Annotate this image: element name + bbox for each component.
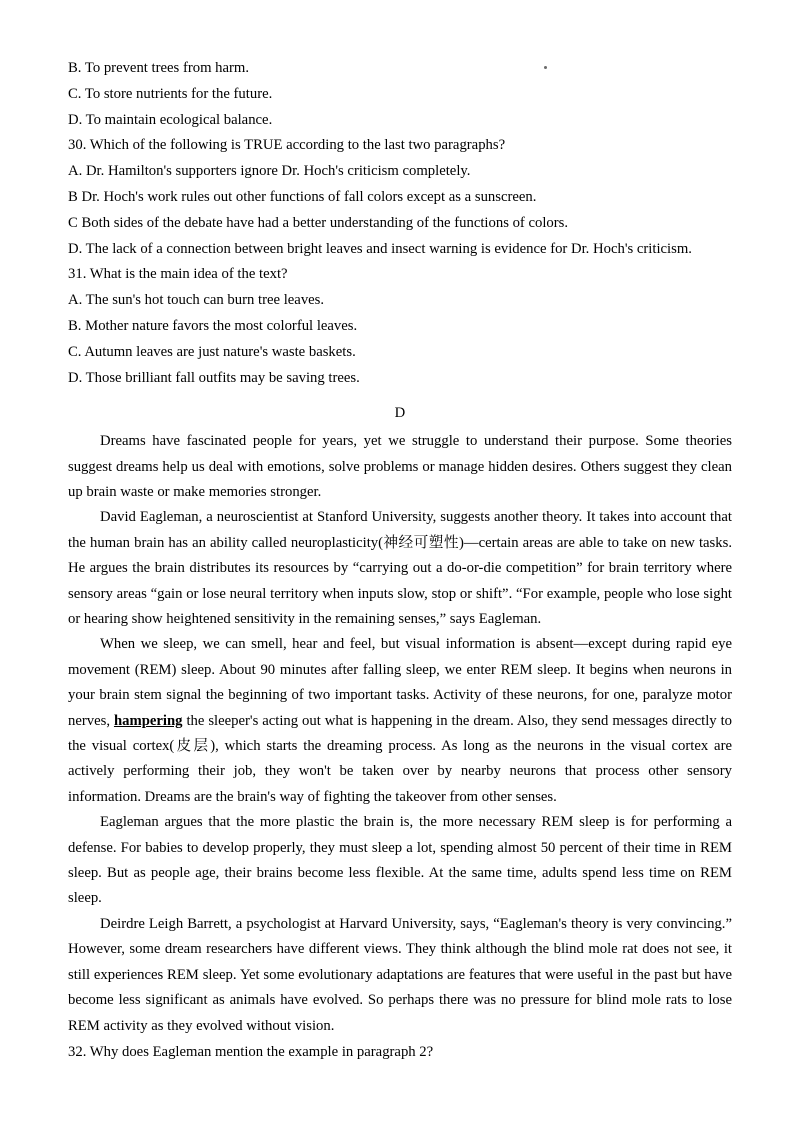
passage-paragraph-5: Deirdre Leigh Barrett, a psychologist at Harvard University, says, “Eagleman's theory is very convincing.” However, some dream researchers have different views. They think although the blind mole rat does not see, it still experiences REM sleep. Yet some evolutionary adaptations are features that were useful in the past but have become less significant as animals have evolved. So perhaps there was no pressure for blind mole rats to lose REM activity as they evolved without vision.: [68, 915, 732, 1034]
document-body: [68, 56, 732, 1066]
question-stem: 30. Which of the following is TRUE according to the last two paragraphs?: [68, 137, 506, 154]
question-option: A. The sun's hot touch can burn tree leaves.: [68, 292, 325, 309]
question-option: C Both sides of the debate have had a better understanding of the functions of colors.: [68, 214, 569, 231]
question-option: D. Those brilliant fall outfits may be saving trees.: [68, 369, 360, 386]
underlined-word: hampering: [113, 712, 183, 729]
section-label: D: [394, 405, 406, 422]
question-option: B. To prevent trees from harm.: [68, 60, 250, 76]
question-stem-32: 32. Why does Eagleman mention the example in paragraph 2?: [68, 1043, 434, 1060]
passage-paragraph-1: Dreams have fascinated people for years, yet we struggle to understand their purpose. Some theories suggest dreams help us deal with emotions, solve problems or manage hidden desires. Others suggest they clean up brain waste or make memories stronger.: [68, 433, 732, 500]
question-option: B Dr. Hoch's work rules out other functions of fall colors except as a sunscreen.: [68, 188, 537, 205]
question-stem: 31. What is the main idea of the text?: [68, 266, 288, 283]
passage-paragraph-3: [68, 632, 732, 810]
passage-paragraph-2: David Eagleman, a neuroscientist at Stanford University, suggests another theory. It takes into account that the human brain has an ability called neuroplasticity(神经可塑性)—certain areas are able to take on new tasks. He argues the brain distributes its resources by “carrying out a do-or-die competition” for brain territory where sensory areas “gain or lose neural territory when inputs slow, stop or shift”. “For example, people who lose sight or hearing show heightened sensitivity in the remaining senses,” says Eagleman.: [68, 509, 732, 627]
question-option: B. Mother nature favors the most colorful leaves.: [68, 317, 358, 334]
question-option: C. Autumn leaves are just nature's waste baskets.: [68, 343, 356, 360]
question-option: C. To store nutrients for the future.: [68, 85, 273, 102]
paragraph-text-part2: the sleeper's acting out what is happening in the dream. Also, they send messages directly to the visual cortex(皮层), which starts the dreaming process. As long as the neurons in the visual cortex are actively performing their job, they won't be taken over by nearby neurons that process other sensory information. Dreams are the brain's way of fighting the takeover from other senses.: [68, 712, 732, 805]
paragraph-text-part1: When we sleep, we can smell, hear and feel, but visual information is absent—except during rapid eye movement (REM) sleep. About 90 minutes after falling sleep, we enter REM sleep. It begins when neurons in your brain stem signal the beginning of two important tasks. Activity of these neurons, for one, paralyze motor nerves,: [68, 636, 732, 729]
question-option: D. To maintain ecological balance.: [68, 111, 273, 128]
question-option: D. The lack of a connection between bright leaves and insect warning is evidence for Dr. Hoch's criticism.: [68, 240, 692, 257]
question-option: A. Dr. Hamilton's supporters ignore Dr. Hoch's criticism completely.: [68, 163, 471, 180]
passage-paragraph-4: Eagleman argues that the more plastic the brain is, the more necessary REM sleep is for performing a defense. For babies to develop properly, they must sleep a lot, spending almost 50 percent of their time in REM sleep. But as people age, their brains become less flexible. At the same time, adults spend less time on REM sleep.: [68, 814, 732, 907]
